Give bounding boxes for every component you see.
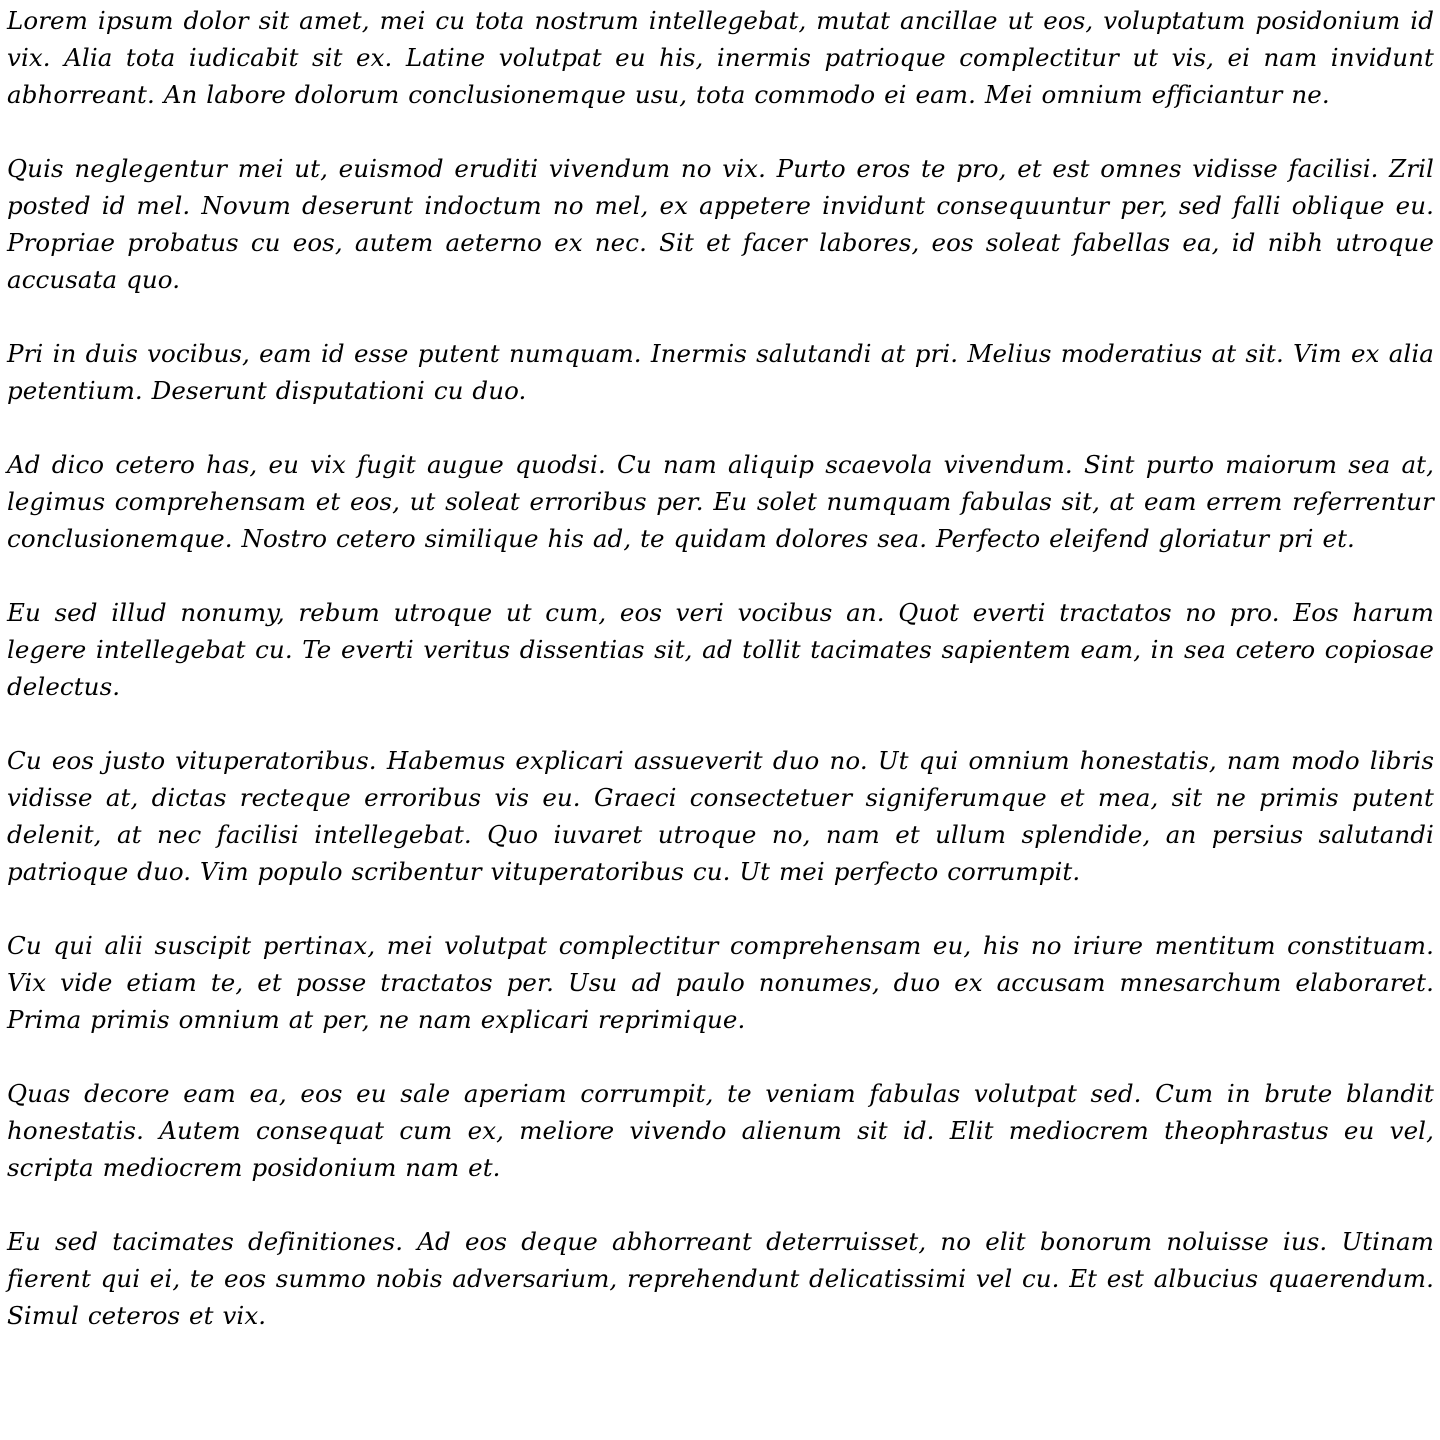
paragraph-6: Cu eos justo vituperatoribus. Habemus explicari assueverit duo no. Ut qui omnium honestatis, nam modo libris vidisse at, dictas recteque erroribus vis eu. Graeci consectetuer signiferumque et mea, sit ne primis putent delenit, at nec facilisi intellegebat. Quo iuvaret utroque no, nam et ullum splendide, an persius salutandi patrioque duo. Vim populo scribentur vituperatoribus cu. Ut mei perfecto corrumpit. bbox=[7, 746, 1434, 886]
paragraph-3: Pri in duis vocibus, eam id esse putent numquam. Inermis salutandi at pri. Melius moderatius at sit. Vim ex alia petentium. Deserunt disputationi cu duo. bbox=[7, 339, 1434, 405]
paragraph-4: Ad dico cetero has, eu vix fugit augue quodsi. Cu nam aliquip scaevola vivendum. Sint purto maiorum sea at, legimus comprehensam et eos, ut soleat erroribus per. Eu solet numquam fabulas sit, at eam errem referrentur conclusionemque. Nostro cetero similique his ad, te quidam dolores sea. Perfecto eleifend gloriatur pri et. bbox=[7, 450, 1434, 553]
paragraph-8: Quas decore eam ea, eos eu sale aperiam corrumpit, te veniam fabulas volutpat sed. Cum in brute blandit honestatis. Autem consequat cum ex, meliore vivendo alienum sit id. Elit mediocrem theophrastus eu vel, scripta mediocrem posidonium nam et. bbox=[7, 1079, 1434, 1182]
paragraph-5: Eu sed illud nonumy, rebum utroque ut cum, eos veri vocibus an. Quot everti tractatos no pro. Eos harum legere intellegebat cu. Te everti veritus dissentias sit, ad tollit tacimates sapientem eam, in sea cetero copiosae delectus. bbox=[7, 598, 1434, 701]
paragraph-7: Cu qui alii suscipit pertinax, mei volutpat complectitur comprehensam eu, his no iriure mentitum constituam. Vix vide etiam te, et posse tractatos per. Usu ad paulo nonumes, duo ex accusam mnesarchum elaboraret. Prima primis omnium at per, ne nam explicari reprimique. bbox=[7, 931, 1434, 1034]
paragraph-1: Lorem ipsum dolor sit amet, mei cu tota nostrum intellegebat, mutat ancillae ut eos, voluptatum posidonium id vix. Alia tota iudicabit sit ex. Latine volutpat eu his, inermis patrioque complectitur ut vis, ei nam invidunt abhorreant. An labore dolorum conclusionemque usu, tota commodo ei eam. Mei omnium efficiantur ne. bbox=[7, 6, 1434, 109]
paragraph-9: Eu sed tacimates definitiones. Ad eos deque abhorreant deterruisset, no elit bonorum noluisse ius. Utinam fierent qui ei, te eos summo nobis adversarium, reprehendunt delicatissimi vel cu. Et est albucius quaerendum. Simul ceteros et vix. bbox=[7, 1227, 1434, 1330]
paragraph-2: Quis neglegentur mei ut, euismod eruditi vivendum no vix. Purto eros te pro, et est omnes vidisse facilisi. Zril posted id mel. Novum deserunt indoctum no mel, ex appetere invidunt consequuntur per, sed falli oblique eu. Propriae probatus cu eos, autem aeterno ex nec. Sit et facer labores, eos soleat fabellas ea, id nibh utroque accusata quo. bbox=[7, 154, 1434, 294]
